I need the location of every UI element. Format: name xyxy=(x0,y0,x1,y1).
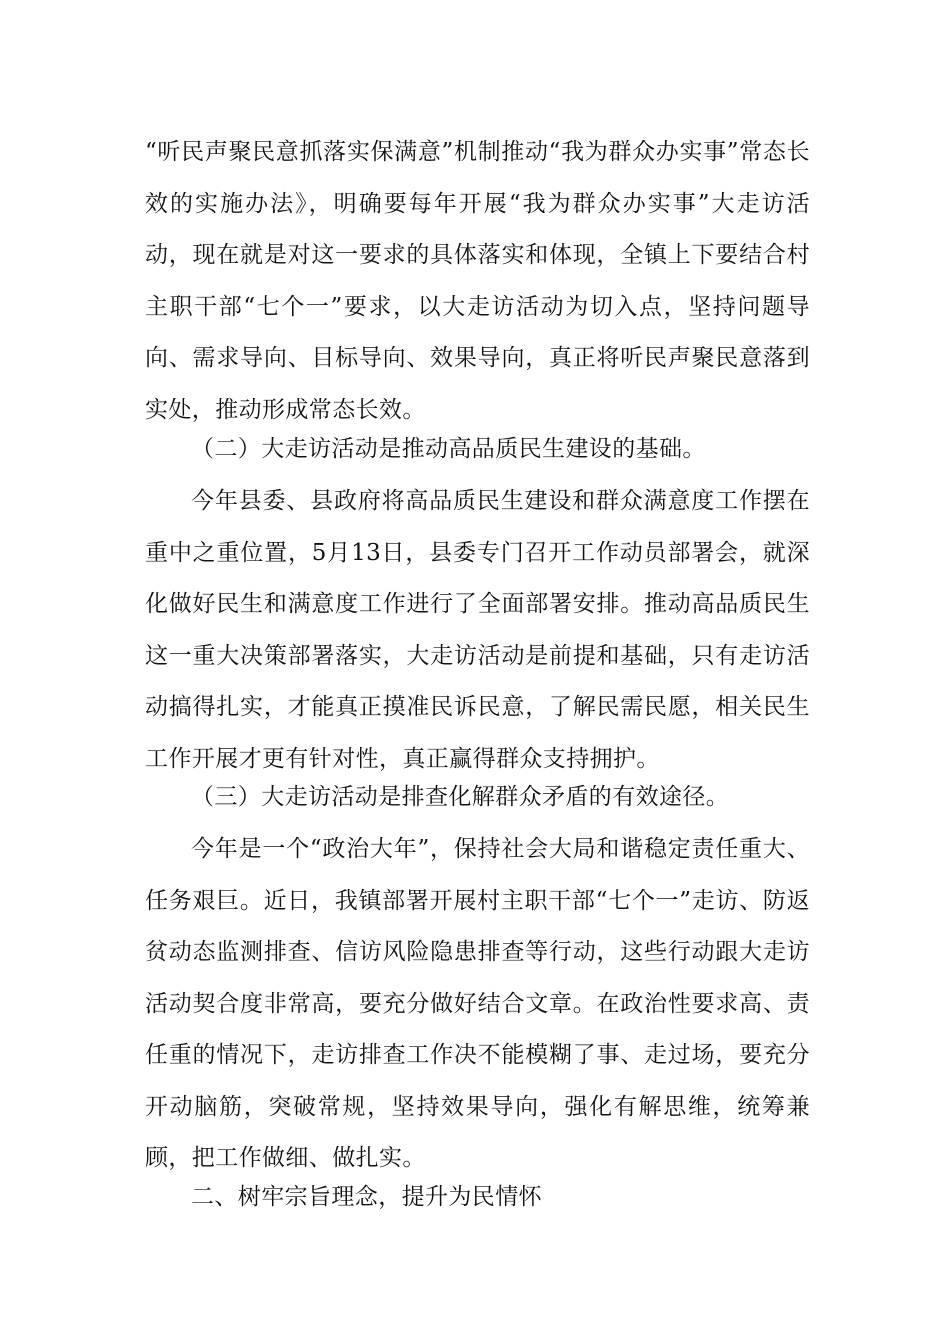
section-heading-3: （三）大走访活动是排查化解群众矛盾的有效途径。 xyxy=(191,784,730,810)
body-paragraph: “听民声聚民意抓落实保满意”机制推动“我为群众办实事”常态长效的实施办法》，明确要每年开展“我为群众办实事”大走访活动，现在就是对这一要求的具体落实和体现，全镇上下要结合村主职干部“七个一”要求，以大走访活动为切入点，坚持问题导向、需求导向、目标导向、效果导向，真正将听民声聚民意落到实处，推动形成常态长效。 xyxy=(145,139,810,423)
section-heading-2: （二）大走访活动是推动高品质民生建设的基础。 xyxy=(191,436,706,462)
body-paragraph: 今年是一个“政治大年”，保持社会大局和谐稳定责任重大、任务艰巨。近日，我镇部署开展村主职干部“七个一”走访、防返贫动态监测排查、信访风险隐患排查等行动，这些行动跟大走访活动契合度非常高，要充分做好结合文章。在政治性要求高、责任重的情况下，走访排查工作决不能模糊了事、走过场，要充分开动脑筋，突破常规，坚持效果导向，强化有解思维，统筹兼顾，把工作做细、做扎实。 xyxy=(145,836,810,1171)
chapter-heading: 二、树牢宗旨理念，提升为民情怀 xyxy=(191,1184,542,1210)
body-paragraph: 今年县委、县政府将高品质民生建设和群众满意度工作摆在重中之重位置，5月13日，县委专门召开工作动员部署会，就深化做好民生和满意度工作进行了全面部署安排。推动高品质民生这一重大决策部署落实，大走访活动是前提和基础，只有走访活动搞得扎实，才能真正摸准民诉民意，了解民需民愿，相关民生工作开展才更有针对性，真正赢得群众支持拥护。 xyxy=(145,488,810,772)
